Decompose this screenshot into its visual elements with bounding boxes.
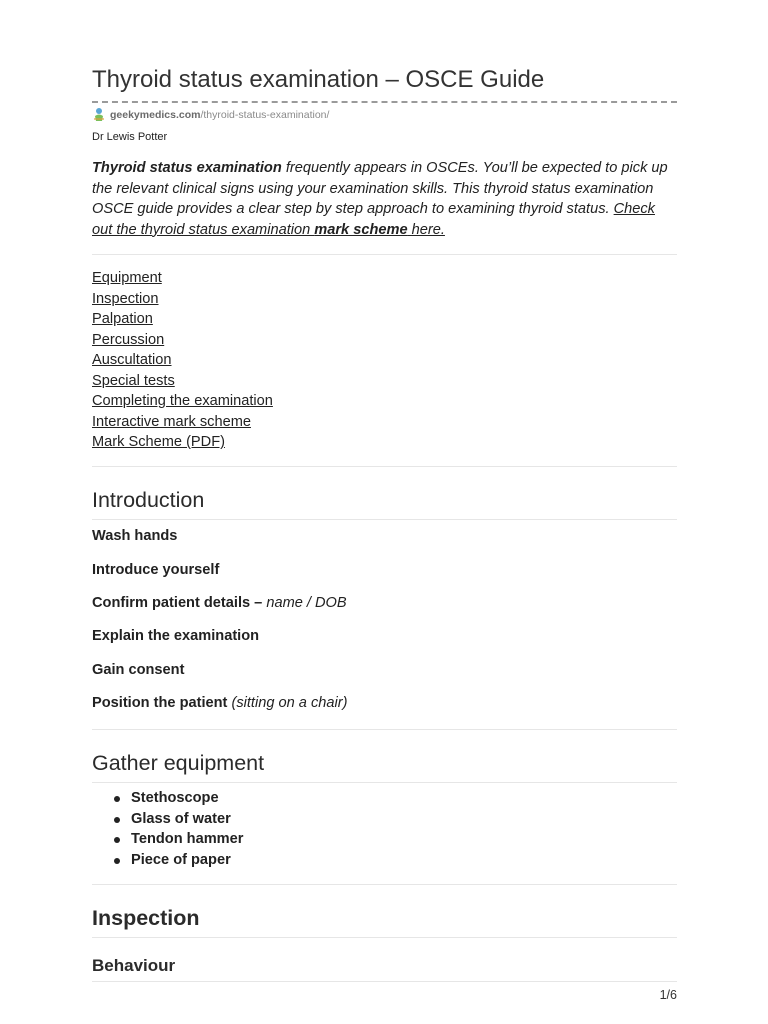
list-item-label: Stethoscope bbox=[131, 790, 219, 806]
step-label: Introduce yourself bbox=[92, 562, 220, 578]
step-label: Wash hands bbox=[92, 528, 178, 544]
list-item bbox=[114, 788, 243, 809]
gather-equipment-heading: Gather equipment bbox=[92, 751, 265, 775]
step-label: Explain the examination bbox=[92, 628, 260, 644]
title-divider bbox=[92, 101, 677, 103]
step-detail: (sitting on a chair) bbox=[227, 695, 348, 711]
toc-link-equipment[interactable]: Equipment bbox=[92, 270, 162, 286]
equipment-list bbox=[114, 788, 243, 870]
bullet-icon bbox=[114, 858, 120, 864]
mark-scheme-link-text-2: here. bbox=[407, 221, 445, 238]
list-item bbox=[114, 850, 243, 871]
divider bbox=[92, 937, 677, 938]
toc-link-palpation[interactable]: Palpation bbox=[92, 311, 153, 327]
step-explain-the-examination bbox=[92, 628, 259, 644]
step-wash-hands bbox=[92, 528, 177, 544]
divider bbox=[92, 782, 677, 783]
inspection-heading: Inspection bbox=[92, 906, 200, 930]
page-title: Thyroid status examination – OSCE Guide bbox=[92, 66, 545, 93]
bullet-icon bbox=[114, 796, 120, 802]
intro-lead-text: frequently appears in OSCEs. You’ll be expected to pick up the relevant clinical signs using your examination skills. This thyroid status examination OSCE guide provides a clear step by step approach to examining thyroid status. bbox=[92, 160, 668, 218]
step-label: Confirm patient details – bbox=[92, 595, 263, 611]
step-label: Position the patient bbox=[92, 695, 228, 711]
list-item bbox=[114, 809, 243, 830]
behaviour-subheading: Behaviour bbox=[92, 956, 176, 975]
source-line bbox=[92, 106, 329, 124]
step-confirm-patient-details bbox=[92, 595, 347, 611]
divider bbox=[92, 254, 677, 255]
toc-link-auscultation[interactable]: Auscultation bbox=[92, 352, 172, 368]
author-name: Dr Lewis Potter bbox=[92, 131, 168, 143]
bullet-icon bbox=[114, 837, 120, 843]
bullet-icon bbox=[114, 817, 120, 823]
list-item-label: Tendon hammer bbox=[131, 831, 244, 847]
list-item-label: Glass of water bbox=[131, 810, 231, 827]
table-of-contents bbox=[92, 268, 273, 453]
toc-link-percussion[interactable]: Percussion bbox=[92, 331, 165, 348]
intro-paragraph bbox=[92, 158, 677, 240]
document-page bbox=[92, 0, 677, 1024]
step-introduce-yourself bbox=[92, 562, 219, 578]
toc-link-special-tests[interactable]: Special tests bbox=[92, 372, 175, 389]
divider bbox=[92, 981, 677, 982]
mark-scheme-link-bold: mark scheme bbox=[314, 221, 408, 238]
introduction-heading: Introduction bbox=[92, 488, 205, 512]
mark-scheme-link-text-1: Check out the thyroid status examination bbox=[92, 201, 655, 238]
geekymedics-favicon-icon bbox=[92, 107, 106, 123]
toc-link-inspection[interactable]: Inspection bbox=[92, 290, 159, 307]
source-link[interactable] bbox=[110, 109, 329, 121]
page-number: 1/6 bbox=[659, 988, 677, 1002]
source-domain: geekymedics.com bbox=[110, 109, 201, 121]
toc-link-mark-scheme-pdf[interactable]: Mark Scheme (PDF) bbox=[92, 434, 225, 450]
divider bbox=[92, 466, 677, 467]
list-item bbox=[114, 829, 243, 850]
step-gain-consent bbox=[92, 662, 184, 678]
source-path: /thyroid-status-examination/ bbox=[200, 109, 330, 121]
step-label: Gain consent bbox=[92, 662, 185, 678]
toc-link-completing-the-examination[interactable]: Completing the examination bbox=[92, 393, 273, 409]
divider bbox=[92, 884, 677, 885]
intro-lead-bold: Thyroid status examination bbox=[92, 160, 282, 176]
step-position-the-patient bbox=[92, 695, 347, 711]
list-item-label: Piece of paper bbox=[131, 851, 231, 868]
divider bbox=[92, 729, 677, 730]
step-detail: name / DOB bbox=[262, 595, 347, 611]
divider bbox=[92, 519, 677, 520]
toc-link-interactive-mark-scheme[interactable]: Interactive mark scheme bbox=[92, 413, 251, 430]
